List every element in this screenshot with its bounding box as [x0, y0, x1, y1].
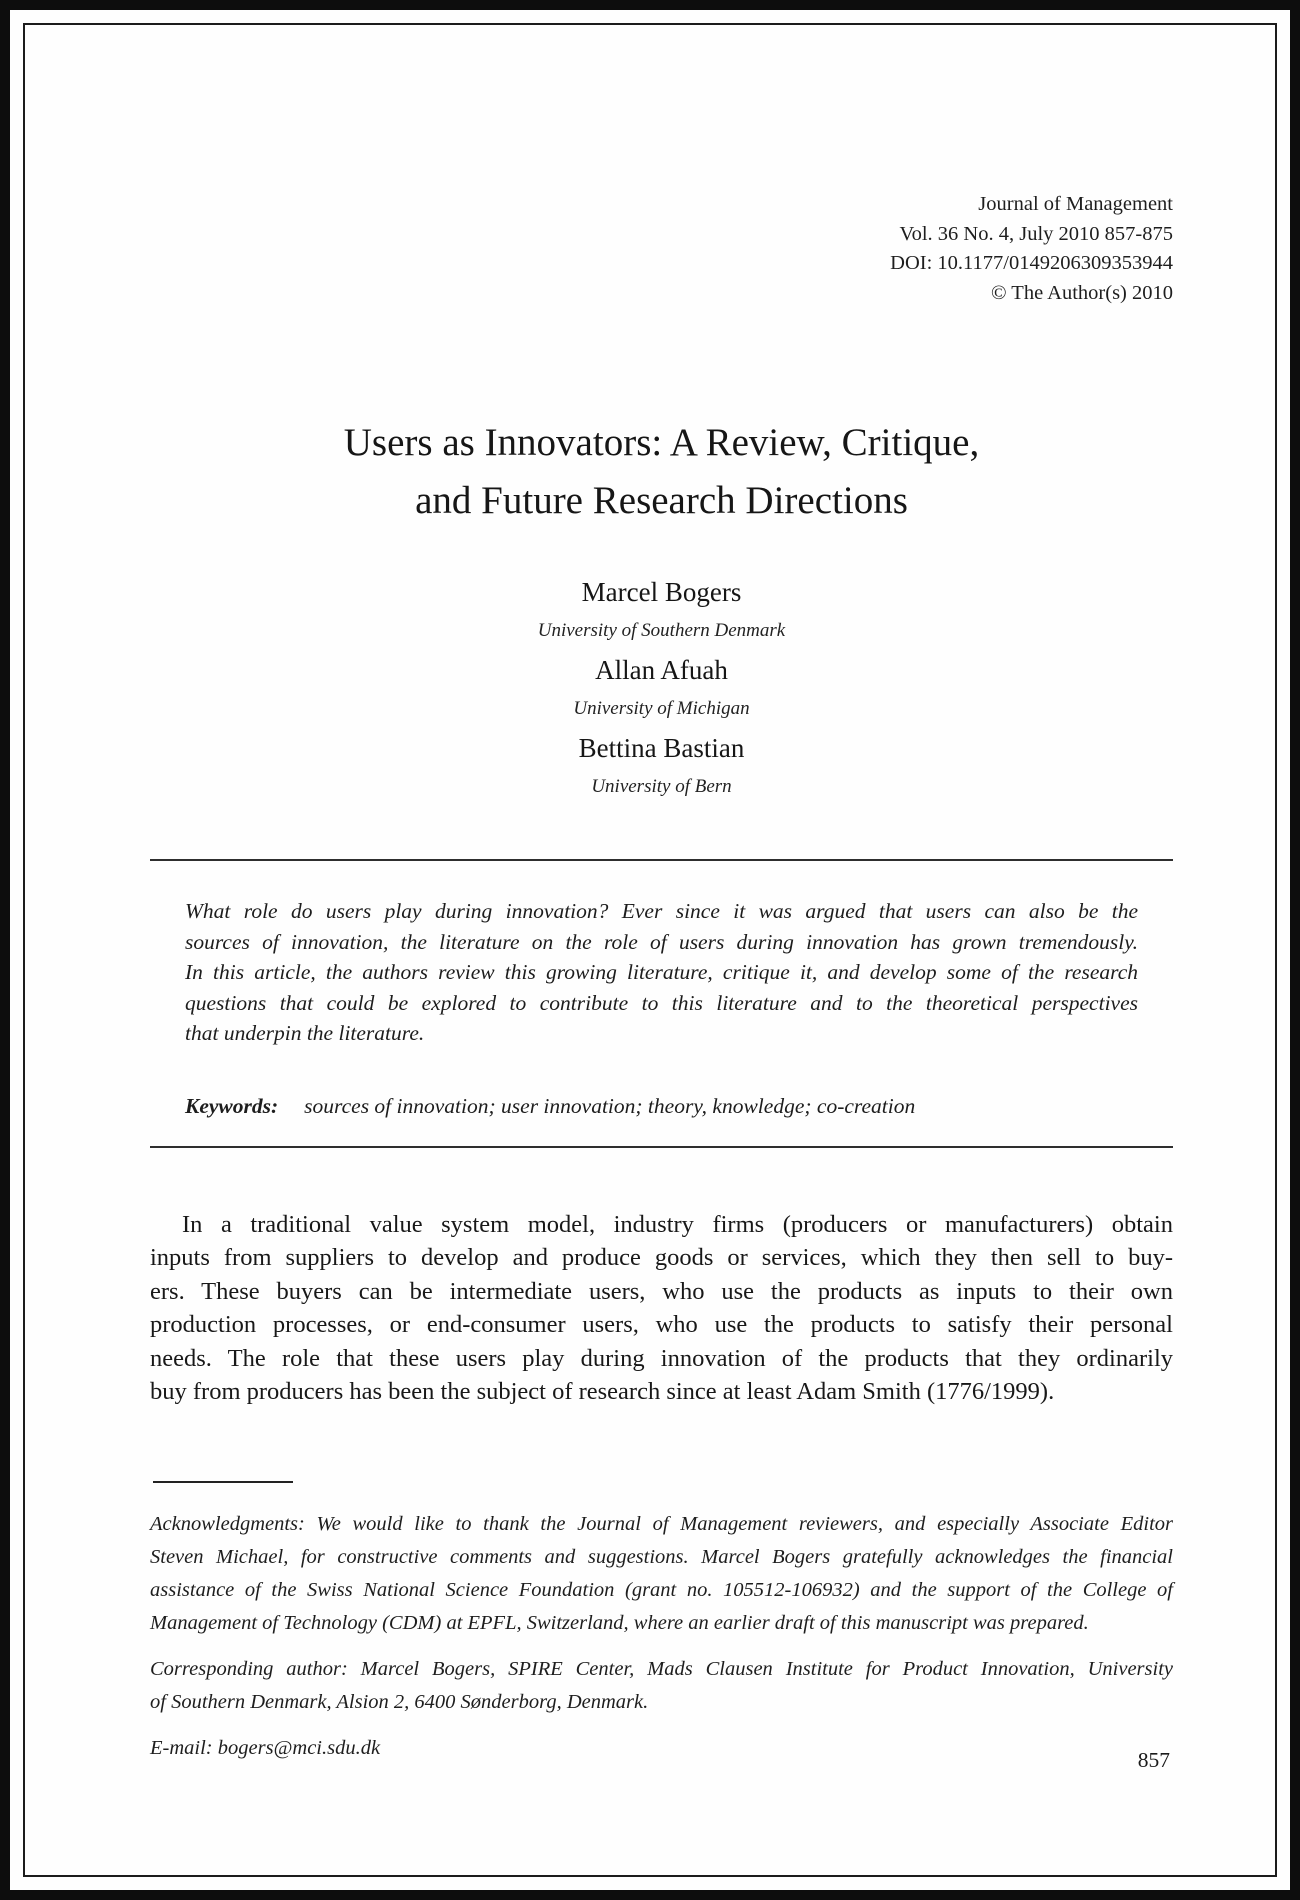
body-paragraph — [150, 1208, 1173, 1408]
page-number: 857 — [1137, 1748, 1170, 1772]
author-affiliation: University of Bern — [591, 776, 732, 797]
article-title-line2: and Future Research Directions — [415, 479, 908, 522]
text-line: In this article, the authors review this growing literature, critique it, and develop some of the research — [185, 960, 1138, 984]
text-line: Acknowledgments: We would like to thank the Journal of Management reviewers, and especially Associate Editor — [150, 1513, 1173, 1535]
abstract-bottom-rule — [150, 1146, 1173, 1148]
keywords-line — [185, 1091, 1138, 1121]
text-line: inputs from suppliers to develop and produce goods or services, which they then sell to buy- — [150, 1244, 1173, 1272]
page-content — [150, 10, 1173, 1890]
abstract — [185, 896, 1138, 1049]
author-name: Bettina Bastian — [578, 733, 745, 763]
corresponding-author-footnote — [150, 1653, 1173, 1719]
email-footnote: E-mail: bogers@mci.sdu.dk — [150, 1737, 381, 1759]
text-line: In a traditional value system model, industry firms (producers or manufacturers) obtain — [182, 1211, 1173, 1238]
text-line: Corresponding author: Marcel Bogers, SPIRE Center, Mads Clausen Institute for Product Innovation, University — [150, 1658, 1173, 1680]
abstract-top-rule — [150, 859, 1173, 861]
acknowledgments-footnote — [150, 1508, 1173, 1640]
author-affiliation: University of Southern Denmark — [537, 620, 786, 641]
journal-issue: Vol. 36 No. 4, July 2010 857-875 — [899, 222, 1173, 245]
journal-doi: DOI: 10.1177/0149206309353944 — [890, 252, 1173, 274]
text-line: buy from producers has been the subject of research since at least Adam Smith (1776/1999). — [150, 1378, 1055, 1406]
text-line: Management of Technology (CDM) at EPFL, Switzerland, where an earlier draft of this manuscript was prepared. — [150, 1612, 1089, 1634]
author-name: Allan Afuah — [595, 655, 728, 685]
keywords-label: Keywords: — [185, 1094, 279, 1118]
journal-header — [890, 190, 1173, 308]
text-line: questions that could be explored to contribute to this literature and to the theoretical perspectives — [185, 990, 1138, 1015]
text-line: ers. These buyers can be intermediate users, who use the products as inputs to their own — [150, 1277, 1173, 1305]
text-line: What role do users play during innovation? Ever since it was argued that users can also be the — [185, 899, 1138, 923]
text-line: of Southern Denmark, Alsion 2, 6400 Sønderborg, Denmark. — [150, 1691, 649, 1713]
footnote-rule — [153, 1481, 293, 1483]
journal-name: Journal of Management — [978, 193, 1173, 215]
keywords-text: sources of innovation; user innovation; theory, knowledge; co-creation — [304, 1094, 916, 1118]
author-name: Marcel Bogers — [581, 577, 742, 607]
text-line: production processes, or end-consumer users, who use the products to satisfy their personal — [150, 1311, 1173, 1339]
text-line: needs. The role that these users play during innovation of the products that they ordinarily — [150, 1344, 1173, 1372]
article-title — [150, 414, 1173, 530]
text-line: sources of innovation, the literature on the role of users during innovation has grown tremendously. — [185, 929, 1138, 954]
text-line: assistance of the Swiss National Science Foundation (grant no. 105512-106932) and the support of the College of — [150, 1579, 1173, 1601]
text-line: Steven Michael, for constructive comments and suggestions. Marcel Bogers gratefully acknowledges the financial — [150, 1546, 1173, 1568]
article-title-line1: Users as Innovators: A Review, Critique, — [343, 421, 980, 464]
text-line: that underpin the literature. — [185, 1021, 425, 1045]
author-block — [150, 572, 1173, 806]
author-affiliation: University of Michigan — [573, 698, 750, 719]
journal-copyright: © The Author(s) 2010 — [990, 281, 1173, 304]
